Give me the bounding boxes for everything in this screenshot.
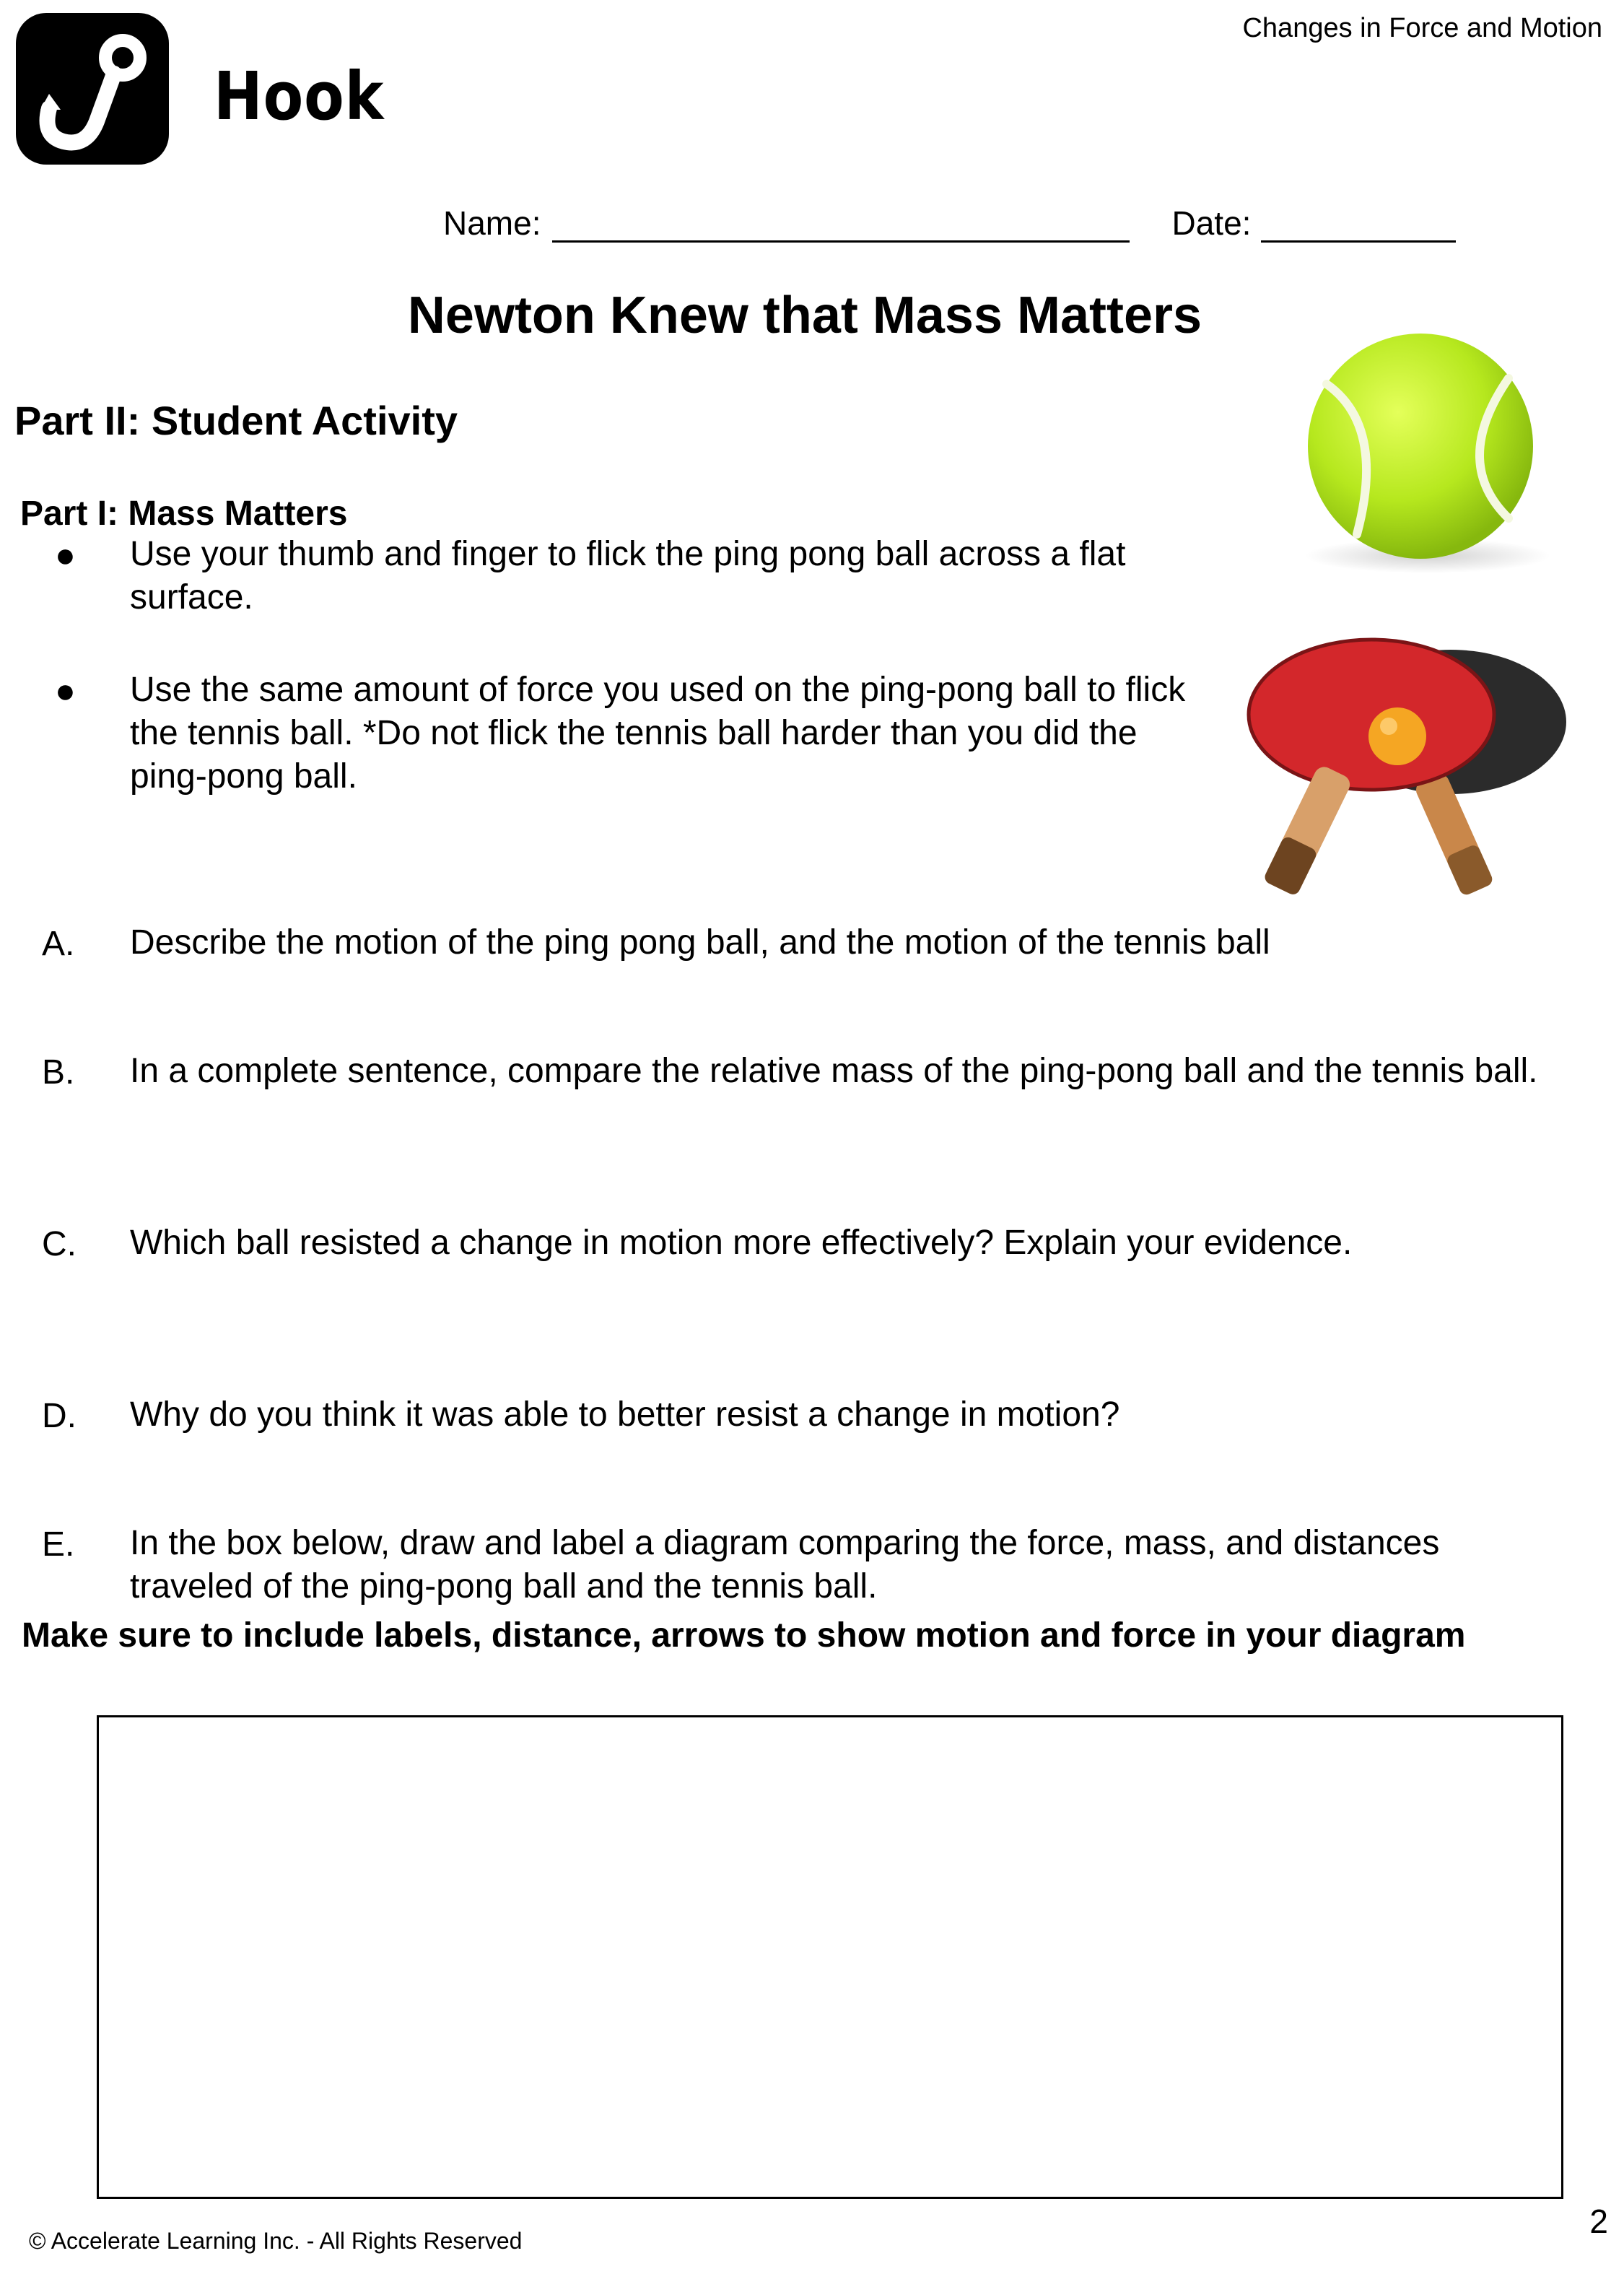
date-label: Date: (1171, 204, 1252, 242)
bullet-marker: ● (55, 672, 76, 710)
page-title: Newton Knew that Mass Matters (407, 287, 1202, 344)
student-info-row (443, 204, 1456, 243)
question-letter: B. (42, 1053, 75, 1092)
course-title: Changes in Force and Motion (1242, 13, 1602, 43)
name-field[interactable] (552, 209, 1130, 243)
ping-pong-paddles-image (1234, 635, 1573, 924)
diagram-instructions: Make sure to include labels, distance, arrows to show motion and force in your diagram (22, 1616, 1466, 1655)
question-letter: E. (42, 1525, 75, 1564)
page-number: 2 (1589, 2203, 1608, 2240)
question-letter: D. (42, 1397, 77, 1435)
copyright: © Accelerate Learning Inc. - All Rights Reserved (29, 2228, 523, 2254)
section-label: Hook (214, 58, 385, 135)
bullet-marker: ● (55, 536, 76, 575)
question-text: Which ball resisted a change in motion more effectively? Explain your evidence. (130, 1224, 1353, 1262)
question-text: In a complete sentence, compare the relative mass of the ping-pong ball and the tennis ball. (130, 1052, 1538, 1090)
tennis-ball-image (1270, 318, 1573, 578)
question-text: Why do you think it was able to better resist a change in motion? (130, 1395, 1120, 1434)
part1-heading: Part I: Mass Matters (20, 495, 348, 533)
date-field[interactable] (1261, 209, 1456, 243)
question-text: In the box below, draw and label a diagram comparing the force, mass, and distances traveled of the ping-pong ball and the tennis ball. (130, 1524, 1440, 1606)
question-letter: A. (42, 925, 75, 963)
diagram-drawing-box[interactable] (97, 1715, 1563, 2199)
hook-icon (16, 13, 169, 165)
question-letter: C. (42, 1225, 77, 1263)
name-label: Name: (443, 204, 541, 242)
bullet-text: Use your thumb and finger to flick the ping pong ball across a flat surface. (130, 535, 1126, 617)
part2-heading: Part II: Student Activity (14, 398, 458, 443)
bullet-text: Use the same amount of force you used on the ping-pong ball to flick the tennis ball. *Do not flick the tennis ball harder than you did the ping-pong ball. (130, 671, 1186, 796)
question-text: Describe the motion of the ping pong ball, and the motion of the tennis ball (130, 923, 1270, 962)
